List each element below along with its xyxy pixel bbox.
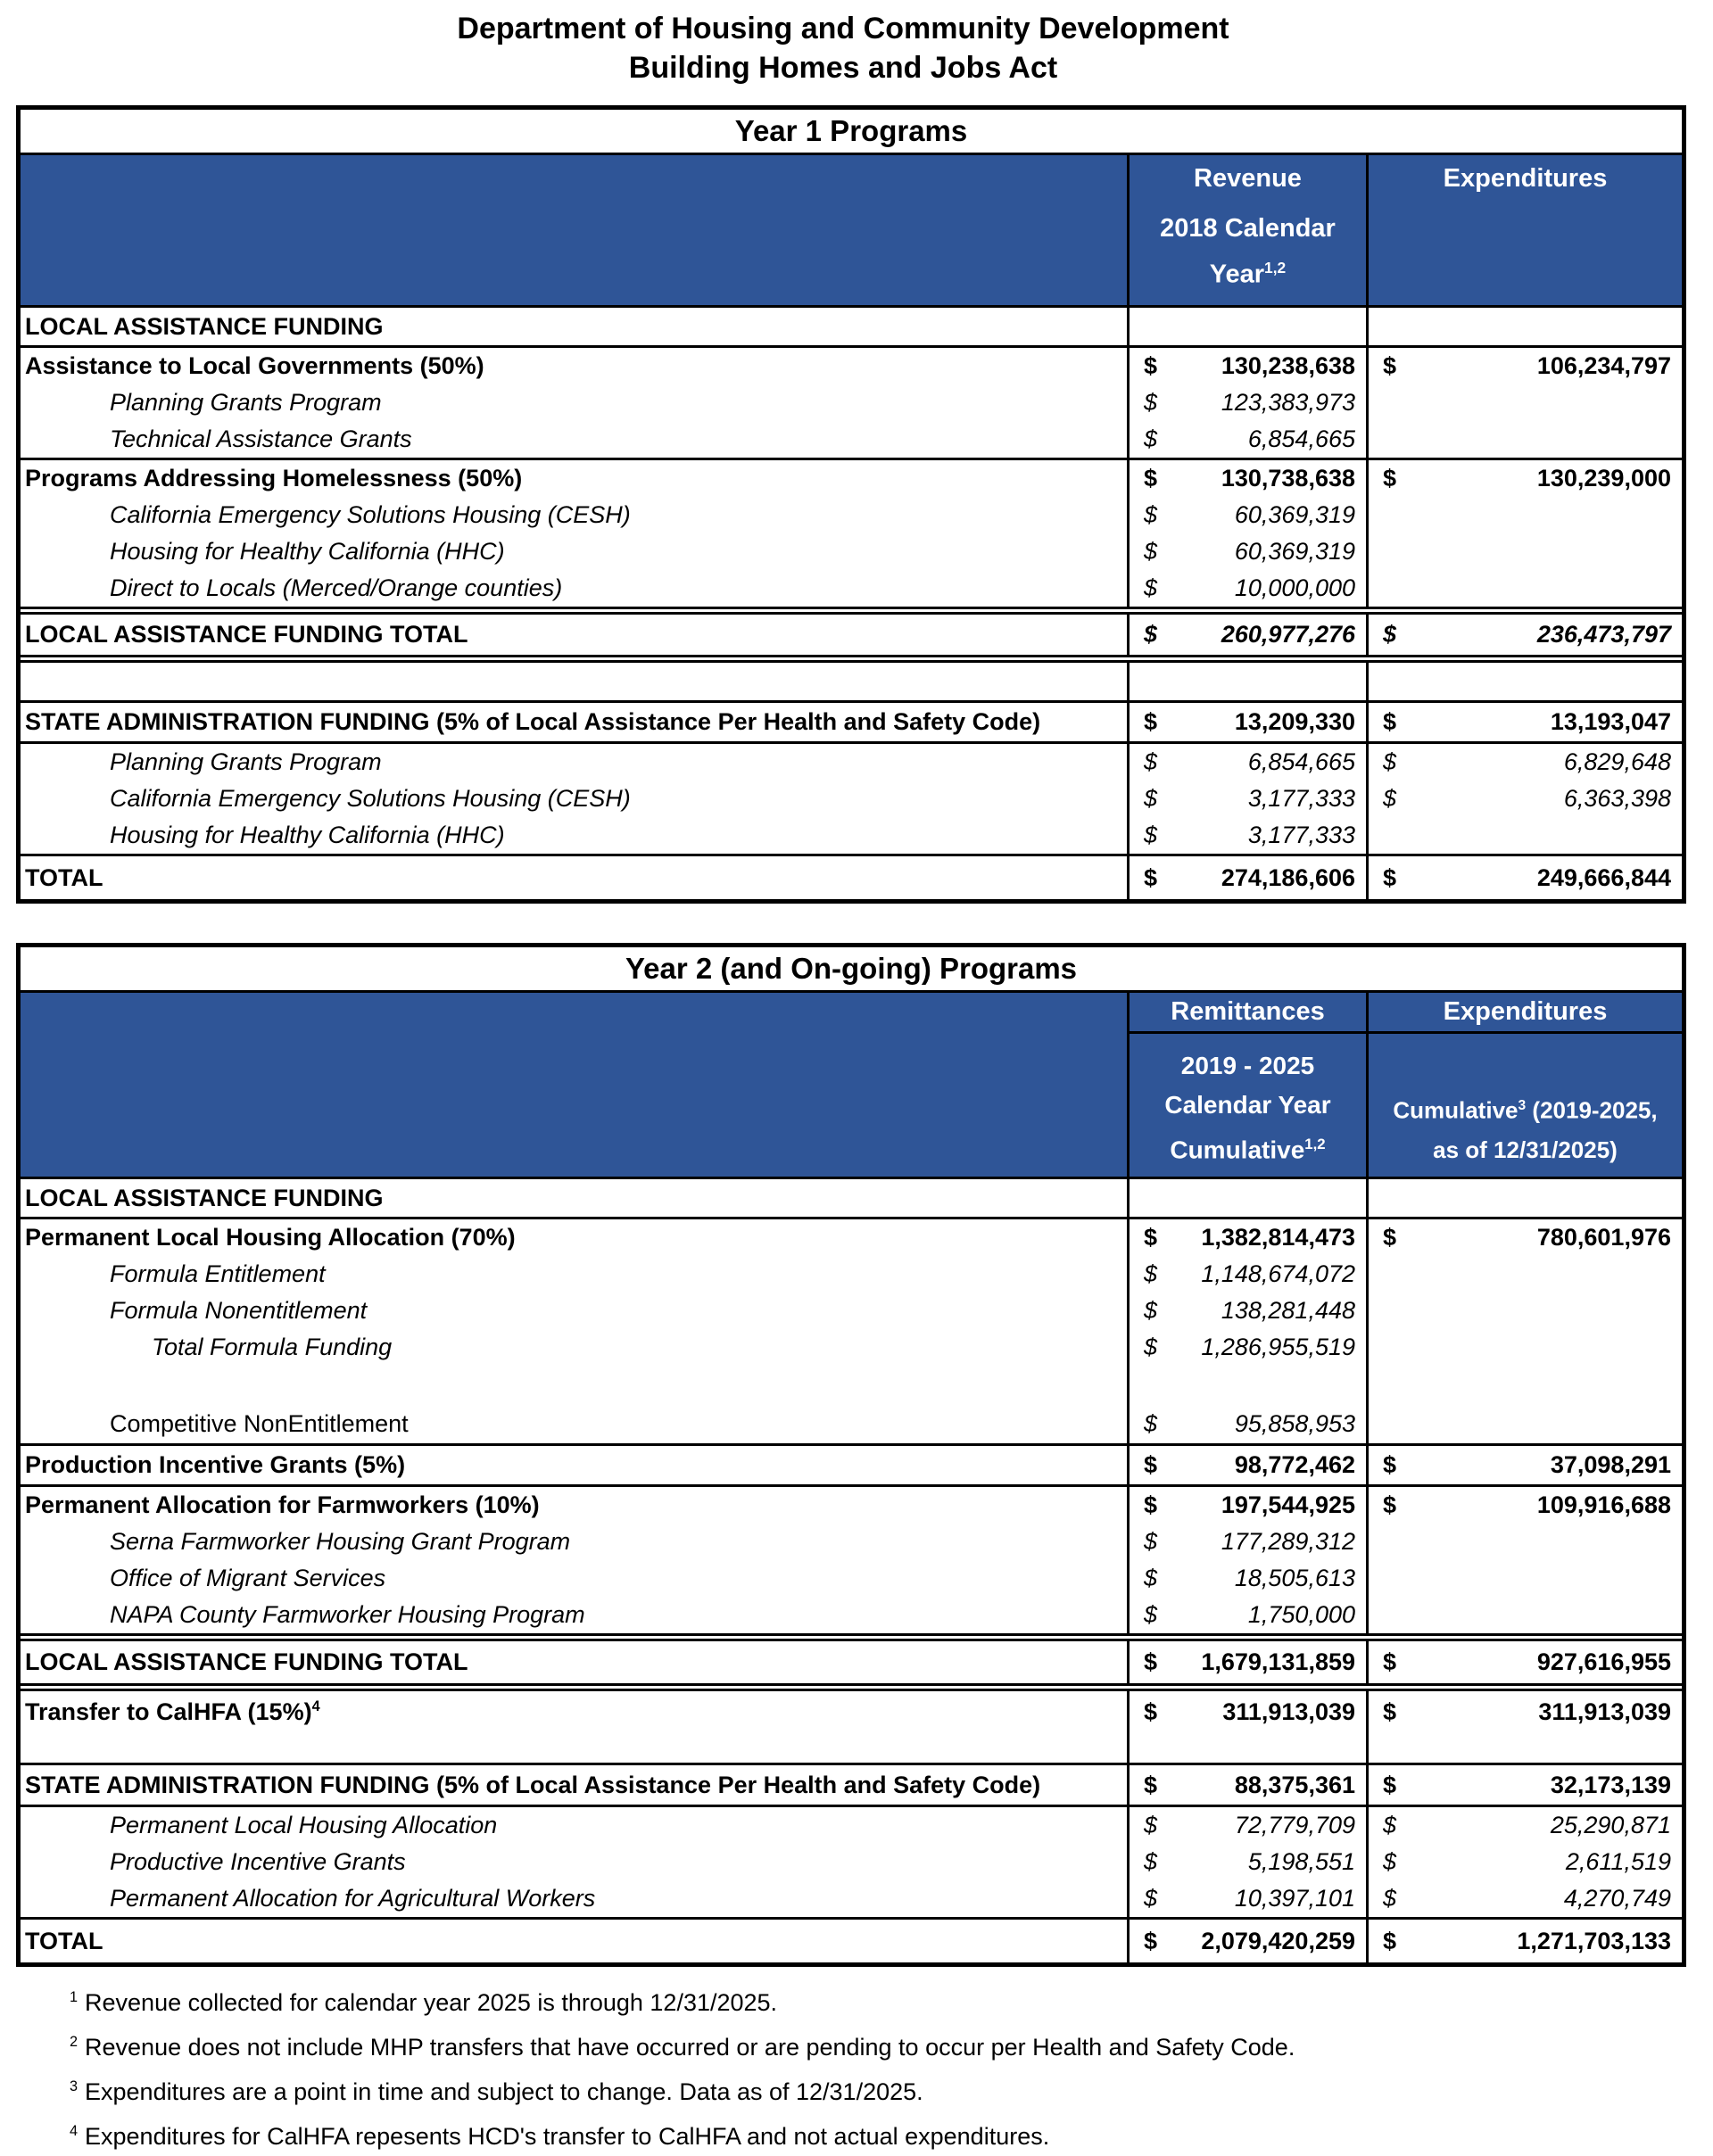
revenue-period-line1: 2018 Calendar: [1160, 214, 1336, 244]
year2-table: [16, 943, 1686, 1967]
table-row: [21, 781, 1682, 817]
expenditure-cell: $ 25,290,871: [1366, 1807, 1682, 1844]
table-row: [21, 1219, 1682, 1256]
table-row: [21, 1256, 1682, 1293]
row-label: Production Incentive Grants (5%): [25, 1451, 406, 1478]
remittance-cell: $ 10,397,101: [1127, 1880, 1366, 1917]
footnote-text: Revenue collected for calendar year 2025 is through 12/31/2025.: [85, 1989, 778, 2016]
year1-revenue-column-header: [1127, 155, 1366, 305]
footnote-number: 2: [70, 2034, 79, 2050]
footnote-ref-12: 1,2: [1304, 1135, 1326, 1152]
footnote-3: [70, 2067, 1713, 2111]
expenditure-cell: $ 130,239,000: [1366, 460, 1682, 497]
table-row: [21, 744, 1682, 781]
remittance-cell: $ 5,198,551: [1127, 1844, 1366, 1880]
row-label: TOTAL: [25, 1927, 103, 1954]
remittances-period-line1: 2019 - 2025: [1180, 1051, 1315, 1079]
footnote-number: 4: [70, 2123, 79, 2139]
table-row: [21, 1293, 1682, 1329]
row-label: Planning Grants Program: [110, 748, 382, 775]
expenditure-cell: $ 6,829,648: [1366, 744, 1682, 781]
row-label: STATE ADMINISTRATION FUNDING (5% of Local Assistance Per Health and Safety Code): [25, 1771, 1041, 1798]
expenditure-cell: [1366, 533, 1682, 570]
table-row: [21, 1844, 1682, 1880]
year2-expenditures-column-header: [1366, 993, 1682, 1177]
expenditure-cell: [1366, 1293, 1682, 1329]
row-label: Transfer to CalHFA $(15\%)^4$: [25, 1698, 320, 1725]
table-row: [21, 570, 1682, 615]
expenditure-cell: [1366, 1179, 1682, 1217]
expenditures-header-label: Expenditures: [1369, 993, 1682, 1034]
row-label: Permanent Allocation for Farmworkers (10%): [25, 1491, 540, 1518]
footnote-2: [70, 2022, 1713, 2067]
row-label: Programs Addressing Homelessness (50%): [25, 465, 523, 492]
remittance-cell: $ 2,079,420,259: [1127, 1920, 1366, 1962]
table-row: [21, 1405, 1682, 1446]
row-label: NAPA County Farmworker Housing Program: [110, 1601, 585, 1628]
expenditure-cell: $ 236,473,797: [1366, 615, 1682, 655]
remittance-cell: $ 88,375,361: [1127, 1765, 1366, 1805]
revenue-cell: $ 10,000,000: [1127, 570, 1366, 607]
table-row: [21, 1807, 1682, 1844]
expenditure-cell: $ 249,666,844: [1366, 856, 1682, 899]
row-label: Planning Grants Program: [110, 389, 382, 416]
remittance-cell: $ 177,289,312: [1127, 1524, 1366, 1560]
remittance-cell: [1127, 1179, 1366, 1217]
year1-table: [16, 105, 1686, 904]
document-title-line2: Building Homes and Jobs Act: [628, 51, 1058, 85]
revenue-cell: $ 3,177,333: [1127, 817, 1366, 854]
row-label: California Emergency Solutions Housing (CESH): [110, 785, 631, 812]
footnote-ref-12: 1,2: [1264, 259, 1287, 277]
expenditures-period-line2: as of 12/31/2025): [1433, 1136, 1618, 1163]
row-label: Productive Incentive Grants: [110, 1848, 406, 1875]
row-label: Assistance to Local Governments (50%): [25, 352, 484, 379]
footnote-number: 1: [70, 1989, 79, 2005]
remittance-cell: $ 1,750,000: [1127, 1597, 1366, 1633]
expenditure-cell: [1366, 1405, 1682, 1443]
table-row-blank: [21, 663, 1682, 703]
row-label: Permanent Local Housing Allocation (70%): [25, 1224, 516, 1251]
revenue-header-period: [1160, 209, 1336, 294]
table-row: [21, 1329, 1682, 1366]
table-row: [21, 497, 1682, 533]
year2-table-title: Year 2 (and On-going) Programs: [21, 947, 1682, 993]
year1-table-title: Year 1 Programs: [21, 110, 1682, 155]
row-label: TOTAL: [25, 863, 103, 891]
table-row-grand-total: [21, 1920, 1682, 1962]
expenditure-cell: [1366, 497, 1682, 533]
expenditure-cell: [1366, 1524, 1682, 1560]
year1-expenditures-column-header: [1366, 155, 1682, 305]
year2-remittances-column-header: [1127, 993, 1366, 1177]
table-row: [21, 1487, 1682, 1524]
year1-column-header: [21, 155, 1682, 308]
row-label: LOCAL ASSISTANCE FUNDING TOTAL: [25, 1648, 468, 1675]
row-label: [21, 1366, 1127, 1405]
revenue-cell: $ 123,383,973: [1127, 384, 1366, 421]
revenue-cell: $ 13,209,330: [1127, 703, 1366, 741]
expenditures-period-line1: Cumulative$^3$ (2019-2025,: [1393, 1097, 1658, 1124]
revenue-cell: $ 260,977,276: [1127, 615, 1366, 655]
revenue-cell: $ 6,854,665: [1127, 744, 1366, 781]
remittance-cell: $ 311,913,039: [1127, 1691, 1366, 1763]
row-label: Serna Farmworker Housing Grant Program: [110, 1528, 571, 1555]
year1-header-label-column: [21, 155, 1127, 305]
row-label: LOCAL ASSISTANCE FUNDING: [25, 1184, 384, 1211]
document-title-line1: Department of Housing and Community Development: [457, 12, 1229, 45]
row-label: STATE ADMINISTRATION FUNDING (5% of Local Assistance Per Health and Safety Code): [25, 708, 1041, 735]
footnote-text: Expenditures for CalHFA repesents HCD's transfer to CalHFA and not actual expenditures.: [85, 2123, 1050, 2150]
expenditure-cell: [1366, 817, 1682, 854]
expenditure-cell: [1366, 1256, 1682, 1293]
table-row-total: [21, 615, 1682, 663]
row-label: [21, 663, 1127, 700]
expenditure-cell: $ 2,611,519: [1366, 1844, 1682, 1880]
expenditure-cell: $ 927,616,955: [1366, 1641, 1682, 1683]
table-row-calhfa-transfer: [21, 1691, 1682, 1765]
table-row: [21, 703, 1682, 744]
expenditure-cell: $ 109,916,688: [1366, 1487, 1682, 1524]
table-row: [21, 1560, 1682, 1597]
expenditure-cell: $ 4,270,749: [1366, 1880, 1682, 1917]
expenditures-header-label: Expenditures: [1443, 164, 1608, 193]
remittances-period-line2: Calendar Year: [1164, 1090, 1331, 1119]
row-label: Office of Migrant Services: [110, 1565, 386, 1591]
expenditure-cell: $ 32,173,139: [1366, 1765, 1682, 1805]
expenditure-cell: $ 6,363,398: [1366, 781, 1682, 817]
table-row-grand-total: [21, 856, 1682, 899]
table-row: [21, 1597, 1682, 1641]
row-label: Permanent Local Housing Allocation: [110, 1812, 498, 1838]
expenditure-cell: [1366, 421, 1682, 458]
footnote-text: Expenditures are a point in time and subject to change. Data as of 12/31/2025.: [85, 2078, 923, 2105]
row-label: Total Formula Funding: [152, 1334, 393, 1360]
table-row: [21, 1446, 1682, 1487]
table-row: [21, 817, 1682, 856]
footnotes: [70, 1978, 1713, 2156]
expenditure-cell: $ 37,098,291: [1366, 1446, 1682, 1484]
revenue-cell: $ 130,738,638: [1127, 460, 1366, 497]
expenditure-cell: [1366, 1597, 1682, 1633]
table-row: [21, 308, 1682, 348]
remittance-cell: $ 1,382,814,473: [1127, 1219, 1366, 1256]
footnote-ref-4: 4: [311, 1698, 320, 1714]
expenditure-cell: $ 106,234,797: [1366, 348, 1682, 384]
row-label: Formula Entitlement: [110, 1260, 326, 1287]
footnote-4: [70, 2111, 1713, 2156]
expenditures-header-period: [1369, 1034, 1682, 1177]
table-row-spacer: [21, 1366, 1682, 1405]
remittance-cell: $ 138,281,448: [1127, 1293, 1366, 1329]
expenditure-cell: [1366, 384, 1682, 421]
expenditure-cell: [1366, 1329, 1682, 1366]
revenue-cell: [1127, 663, 1366, 700]
revenue-cell: [1127, 308, 1366, 345]
year2-header-label-column: [21, 993, 1127, 1177]
year2-column-header: [21, 993, 1682, 1179]
footnote-number: 3: [70, 2078, 79, 2094]
expenditure-cell: $ 1,271,703,133: [1366, 1920, 1682, 1962]
row-label: Housing for Healthy California (HHC): [110, 822, 505, 848]
revenue-cell: $ 60,369,319: [1127, 533, 1366, 570]
expenditure-cell: [1366, 1560, 1682, 1597]
revenue-cell: $ 6,854,665: [1127, 421, 1366, 458]
revenue-header-label: Revenue: [1194, 164, 1302, 193]
row-label: Formula Nonentitlement: [110, 1297, 368, 1324]
table-row-total: [21, 1641, 1682, 1691]
row-label: LOCAL ASSISTANCE FUNDING TOTAL: [25, 621, 468, 648]
table-row: [21, 1524, 1682, 1560]
expenditure-cell: $ 311,913,039: [1366, 1691, 1682, 1763]
remittance-cell: $ 18,505,613: [1127, 1560, 1366, 1597]
revenue-cell: $ 60,369,319: [1127, 497, 1366, 533]
remittances-header-label: Remittances: [1130, 993, 1366, 1034]
row-label: California Emergency Solutions Housing (CESH): [110, 501, 631, 528]
document-title: [0, 0, 1686, 87]
table-row: [21, 460, 1682, 497]
revenue-cell: $ 130,238,638: [1127, 348, 1366, 384]
footnote-ref-3: 3: [1518, 1098, 1527, 1114]
table-row: [21, 384, 1682, 421]
remittance-cell: $ 1,679,131,859: [1127, 1641, 1366, 1683]
table-row: [21, 1765, 1682, 1807]
expenditure-cell: $ 780,601,976: [1366, 1219, 1682, 1256]
expenditure-cell: [1366, 308, 1682, 345]
expenditure-cell: $ 13,193,047: [1366, 703, 1682, 741]
remittance-cell: $ 98,772,462: [1127, 1446, 1366, 1484]
row-label: Permanent Allocation for Agricultural Workers: [110, 1885, 596, 1912]
table-row: [21, 533, 1682, 570]
expenditure-cell: [1366, 570, 1682, 607]
row-label: Competitive NonEntitlement: [110, 1410, 409, 1437]
table-row: [21, 348, 1682, 384]
row-label: Housing for Healthy California (HHC): [110, 538, 505, 565]
remittance-cell: $ 197,544,925: [1127, 1487, 1366, 1524]
footnote-text: Revenue does not include MHP transfers that have occurred or are pending to occur per Health and Safety Code.: [85, 2034, 1295, 2061]
remittance-cell: $ 72,779,709: [1127, 1807, 1366, 1844]
remittance-cell: $ 95,858,953: [1127, 1405, 1366, 1443]
remittances-header-period: [1130, 1034, 1366, 1177]
remittances-period-line3: Cumulative$^{1,2}$: [1170, 1135, 1326, 1163]
revenue-cell: $ 274,186,606: [1127, 856, 1366, 899]
remittance-cell: $ 1,286,955,519: [1127, 1329, 1366, 1366]
remittance-cell: $ 1,148,674,072: [1127, 1256, 1366, 1293]
row-label: Technical Assistance Grants: [110, 425, 412, 452]
row-label: LOCAL ASSISTANCE FUNDING: [25, 312, 384, 340]
row-label: Direct to Locals (Merced/Orange counties): [110, 574, 563, 601]
revenue-period-line2: Year$^{1,2}$: [1209, 259, 1287, 289]
table-row: [21, 1179, 1682, 1219]
table-row: [21, 421, 1682, 460]
revenue-cell: $ 3,177,333: [1127, 781, 1366, 817]
expenditure-cell: [1366, 663, 1682, 700]
table-row: [21, 1880, 1682, 1920]
remittance-cell: [1127, 1366, 1366, 1405]
footnote-1: [70, 1978, 1713, 2022]
expenditure-cell: [1366, 1366, 1682, 1405]
